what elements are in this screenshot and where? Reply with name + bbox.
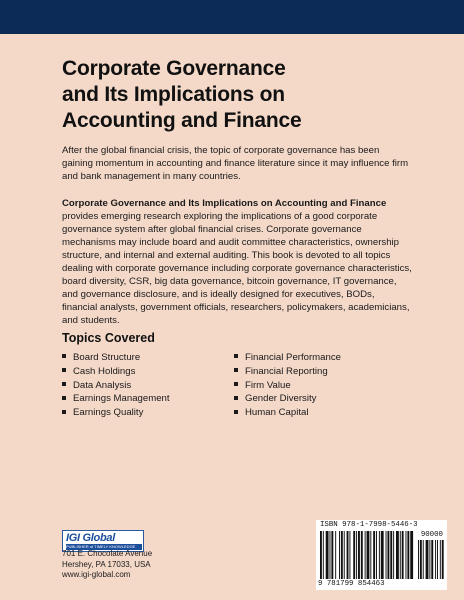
publisher-website: www.igi-global.com (62, 570, 131, 580)
isbn-text: ISBN 978-1-7998-5446-3 (320, 521, 418, 529)
topic-label: Financial Performance (245, 352, 341, 363)
bullet-icon (62, 410, 66, 414)
description-body: provides emerging research exploring the implications of a good corporate governance system after global financial crises. Corporate governance mechanisms may include board and audit committee characteristics, ownership structure, and internal and external auditing. This book is devoted to all topics dealing with corporate governance including corporate governance characteristics, board diversity, CSR, big data governance, bitcoin governance, IT governance, and governance disclosure, and is ideally designed for executives, BODs, financial analysts, government officials, researchers, policymakers, academicians, and students. (62, 211, 412, 326)
topic-item (62, 365, 170, 379)
bullet-icon (234, 396, 238, 400)
publisher-address (62, 549, 152, 581)
book-title (62, 56, 422, 134)
barcode-label (316, 520, 447, 590)
barcode-icon (320, 531, 414, 579)
address-street: 701 E. Chocolate Avenue (62, 549, 153, 558)
title-line-3: Accounting and Finance (62, 109, 302, 132)
header-band (0, 0, 464, 34)
topic-item (62, 351, 170, 365)
topic-label: Gender Diversity (245, 393, 317, 405)
bullet-icon (62, 368, 66, 372)
topic-label: Earnings Quality (73, 407, 144, 419)
topics-list-right (234, 351, 341, 420)
topics-heading: Topics Covered (62, 331, 155, 345)
bullet-icon (234, 382, 238, 386)
bullet-icon (62, 354, 66, 358)
description-paragraph (62, 197, 412, 327)
price-barcode-icon (418, 540, 444, 579)
topic-item (234, 365, 341, 379)
topics-list-left (62, 351, 170, 420)
title-line-1: Corporate Governance (62, 57, 286, 80)
topic-label: Financial Reporting (245, 365, 328, 377)
logo-wordmark: IGI Global (66, 532, 115, 544)
bullet-icon (234, 410, 238, 414)
topic-label: Earnings Management (73, 393, 170, 405)
bullet-icon (62, 382, 66, 386)
ean-digits: 9 781799 854463 (318, 580, 385, 588)
topic-label: Cash Holdings (73, 365, 136, 377)
topic-item (62, 392, 170, 406)
logo-tagline: PUBLISHER of TIMELY KNOWLEDGE (66, 544, 142, 550)
topic-item (234, 392, 341, 406)
topic-label: Data Analysis (73, 379, 132, 391)
bullet-icon (62, 396, 66, 400)
price-code: 90000 (420, 531, 443, 539)
topic-item (234, 379, 341, 393)
topic-item (62, 379, 170, 393)
topic-item (234, 351, 341, 365)
address-city: Hershey, PA 17033, USA (62, 559, 151, 569)
bullet-icon (234, 354, 238, 358)
bullet-icon (234, 368, 238, 372)
topic-label: Human Capital (245, 407, 309, 419)
title-line-2: and Its Implications on (62, 83, 285, 106)
topic-item (62, 406, 170, 420)
topic-item (234, 406, 341, 420)
topic-label: Board Structure (73, 352, 141, 363)
intro-paragraph: After the global financial crisis, the topic of corporate governance has been gaining momentum in accounting and finance literature since it may influence firm and bank management in many countries. (62, 145, 409, 182)
description-title: Corporate Governance and Its Implications on Accounting and Finance (62, 198, 387, 209)
topic-label: Firm Value (245, 379, 291, 391)
